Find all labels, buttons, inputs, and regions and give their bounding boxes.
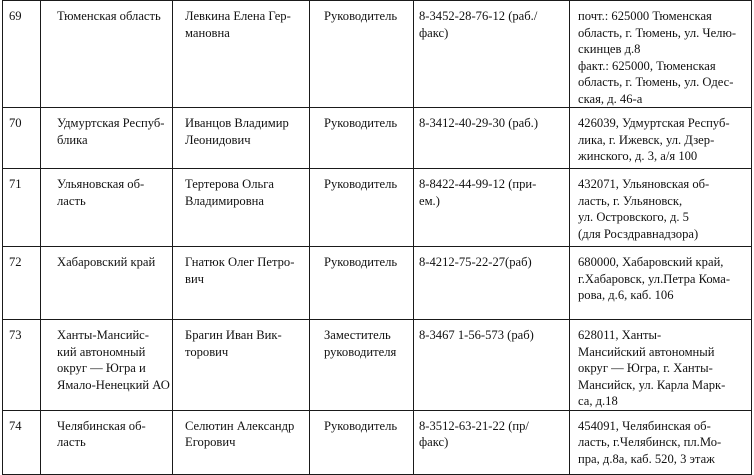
region-line: Ямало-Ненецкий АО	[57, 377, 170, 392]
address-line: 454091, Челябинская об-	[578, 418, 711, 433]
address-line: (для Росздравнадзора)	[578, 226, 699, 241]
address-cell	[570, 410, 752, 474]
phone-line: 8-3452-28-76-12 (раб./	[419, 9, 538, 23]
address-line: г.Хабаровск, ул.Петра Кома-	[578, 271, 731, 286]
position-cell	[310, 169, 414, 247]
address-cell	[570, 247, 752, 320]
address-line: ская, д. 46-а	[578, 91, 643, 106]
row-number: 69	[3, 1, 41, 108]
region-cell	[41, 169, 173, 247]
phone-cell	[414, 169, 570, 247]
address-line: рова, д.6, каб. 106	[578, 288, 674, 302]
phone-line: 8-8422-44-99-12 (при-	[419, 177, 537, 191]
position-line: Руководитель	[324, 9, 398, 23]
row-number: 72	[3, 247, 41, 320]
address-line: область, г. Тюмень, ул. Челю-	[578, 25, 737, 40]
region-line: Хабаровский край	[57, 255, 156, 269]
address-cell	[570, 108, 752, 169]
person-name-line: Левкина Елена Гер-	[185, 9, 291, 23]
person-name-line: Селютин Александр	[185, 418, 295, 433]
position-line: Руководитель	[324, 116, 398, 130]
table-row	[3, 410, 752, 474]
region-line: ласть	[57, 193, 86, 208]
row-number: 70	[3, 108, 41, 169]
address-line: округ — Югра, г. Ханты-	[578, 361, 713, 375]
person-name-line: вич	[185, 271, 205, 286]
position-line: руководителя	[324, 344, 397, 359]
person-name-cell	[173, 410, 310, 474]
position-cell	[310, 1, 414, 108]
address-line: пра, д.8а, каб. 520, 3 этаж	[578, 451, 715, 466]
position-cell	[310, 247, 414, 320]
table-row	[3, 169, 752, 247]
table-row	[3, 108, 752, 169]
region-line: округ — Югра и	[57, 361, 146, 375]
phone-cell	[414, 410, 570, 474]
position-line: Руководитель	[324, 418, 398, 433]
region-cell	[41, 247, 173, 320]
person-name-line: Леонидович	[185, 132, 251, 147]
position-line: Заместитель	[324, 328, 391, 342]
table-row	[3, 1, 752, 108]
address-cell	[570, 320, 752, 411]
phone-line: 8-4212-75-22-27(раб)	[419, 255, 532, 269]
phone-line: 8-3467 1-56-573 (раб)	[419, 328, 534, 342]
table-body	[3, 1, 752, 475]
address-line: лика, г. Ижевск, ул. Дзер-	[578, 132, 715, 147]
region-line: блика	[57, 132, 88, 147]
position-cell	[310, 410, 414, 474]
address-line: са, д.18	[578, 394, 618, 408]
address-line: область, г. Тюмень, ул. Одес-	[578, 75, 734, 89]
person-name-line: Тертерова Ольга	[185, 177, 275, 191]
phone-line: ем.)	[419, 193, 440, 208]
row-number: 73	[3, 320, 41, 411]
phone-cell	[414, 1, 570, 108]
address-line: 426039, Удмуртская Респуб-	[578, 116, 730, 130]
position-line: Руководитель	[324, 177, 398, 191]
person-name-line: Владимировна	[185, 193, 264, 208]
region-line: ласть	[57, 435, 86, 449]
address-line: Мансийск, ул. Карла Марк-	[578, 377, 726, 392]
address-line: ласть, г. Ульяновск,	[578, 193, 683, 208]
address-line: скинцев д.8	[578, 42, 641, 56]
row-number: 71	[3, 169, 41, 247]
table-row	[3, 320, 752, 411]
contacts-table	[2, 0, 752, 475]
address-line: факт.: 625000, Тюменская	[578, 58, 716, 73]
person-name-line: мановна	[185, 25, 230, 40]
person-name-cell	[173, 108, 310, 169]
phone-line: 8-3512-63-21-22 (пр/	[419, 418, 529, 433]
address-line: ул. Островского, д. 5	[578, 210, 689, 224]
address-line: почт.: 625000 Тюменская	[578, 9, 712, 23]
address-line: 680000, Хабаровский край,	[578, 255, 724, 269]
address-line: ласть, г.Челябинск, пл.Мо-	[578, 435, 722, 449]
address-line: 432071, Ульяновская об-	[578, 177, 710, 191]
region-cell	[41, 320, 173, 411]
address-line: жинского, д. 3, а/я 100	[578, 149, 698, 163]
person-name-line: Иванцов Владимир	[185, 116, 289, 130]
address-line: Мансийский автономный	[578, 344, 715, 359]
region-line: Челябинская об-	[57, 418, 146, 433]
person-name-line: торович	[185, 344, 229, 359]
position-cell	[310, 108, 414, 169]
region-line: Удмуртская Респуб-	[57, 116, 165, 130]
person-name-line: Егорович	[185, 435, 236, 449]
person-name-cell	[173, 169, 310, 247]
person-name-cell	[173, 1, 310, 108]
address-cell	[570, 1, 752, 108]
phone-line: факс)	[419, 25, 449, 40]
position-cell	[310, 320, 414, 411]
region-line: Ульяновская об-	[57, 177, 145, 191]
person-name-line: Брагин Иван Вик-	[185, 328, 282, 342]
phone-cell	[414, 320, 570, 411]
phone-cell	[414, 108, 570, 169]
row-number: 74	[3, 410, 41, 474]
phone-cell	[414, 247, 570, 320]
region-cell	[41, 108, 173, 169]
phone-line: факс)	[419, 435, 449, 449]
person-name-line: Гнатюк Олег Петро-	[185, 255, 295, 269]
region-cell	[41, 410, 173, 474]
address-line: 628011, Ханты-	[578, 328, 662, 342]
table-row	[3, 247, 752, 320]
region-line: Тюменская область	[57, 9, 161, 23]
person-name-cell	[173, 320, 310, 411]
address-cell	[570, 169, 752, 247]
region-line: Ханты-Мансийс-	[57, 328, 149, 342]
phone-line: 8-3412-40-29-30 (раб.)	[419, 116, 539, 130]
region-line: кий автономный	[57, 344, 146, 359]
position-line: Руководитель	[324, 255, 398, 269]
region-cell	[41, 1, 173, 108]
person-name-cell	[173, 247, 310, 320]
